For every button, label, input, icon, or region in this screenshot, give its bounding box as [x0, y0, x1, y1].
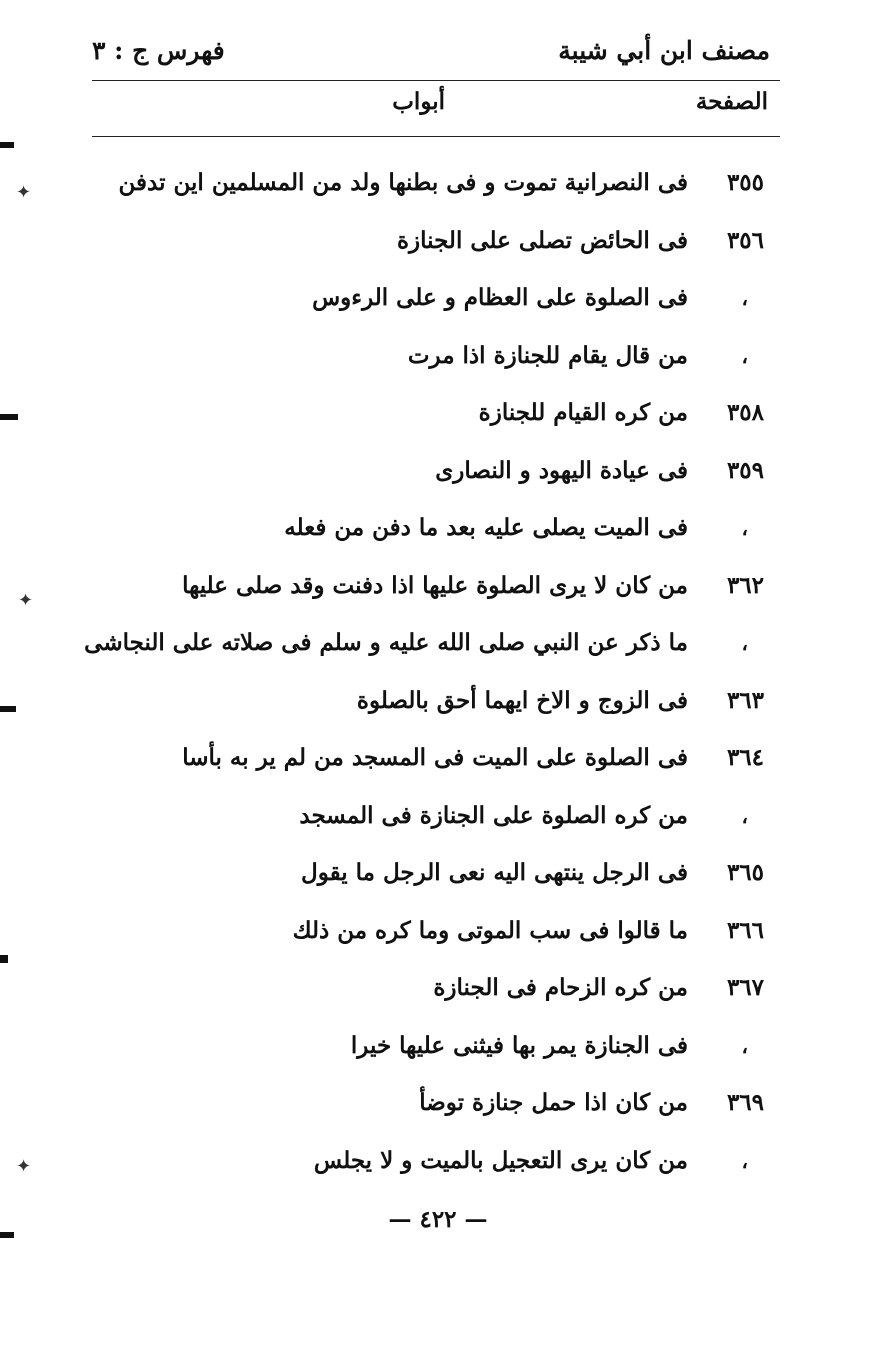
margin-mark [0, 955, 8, 963]
entry-page-number: ٣٥٩ [726, 456, 764, 484]
index-entry [92, 963, 770, 1021]
entry-title: ما قالوا فى سب الموتى وما كره من ذلك [292, 916, 688, 944]
entry-ditto-mark: ، [741, 516, 748, 540]
entry-title: من كره الصلوة على الجنازة فى المسجد [299, 801, 688, 829]
index-entry [92, 561, 770, 619]
entry-title: من كان لا يرى الصلوة عليها اذا دفنت وقد صلى عليها [182, 571, 688, 599]
page-column-header: الصفحة [695, 88, 768, 115]
entry-title: فى النصرانية تموت و فى بطنها ولد من المسلمين اين تدفن [118, 169, 688, 196]
entry-title: فى الجنازة يمر بها فيثنى عليها خيرا [350, 1031, 688, 1059]
entry-title: من كره القيام للجنازة [478, 399, 688, 426]
entry-ditto-mark: ، [741, 343, 748, 368]
index-entry [92, 1078, 770, 1136]
entry-page-number: ٣٦٤ [726, 744, 764, 771]
index-entry [92, 1136, 770, 1194]
index-entry [92, 1021, 770, 1079]
entry-page-number: ٣٥٦ [726, 226, 764, 254]
star-ornament-icon: ✦ [18, 590, 34, 611]
index-entry [92, 158, 770, 216]
entry-page-number: ٣٦٢ [726, 571, 764, 599]
entry-ditto-mark: ، [741, 1033, 748, 1058]
entry-title: فى الميت يصلى عليه بعد ما دفن من فعله [284, 514, 688, 541]
entry-title: ما ذكر عن النبي صلى الله عليه و سلم فى صلاته على النجاشى [84, 629, 688, 656]
column-headers [92, 86, 770, 126]
entry-title: فى الصلوة على العظام و على الرءوس [312, 284, 688, 311]
index-entry [84, 618, 770, 676]
index-entry [92, 848, 770, 906]
entry-title: من كان اذا حمل جنازة توضأ [419, 1089, 688, 1116]
entry-ditto-mark: ، [741, 286, 748, 310]
star-ornament-icon: ✦ [16, 1156, 32, 1177]
entry-title: فى الرجل ينتهى اليه نعى الرجل ما يقول [300, 859, 688, 886]
margin-mark [0, 414, 18, 420]
index-entry [92, 676, 770, 734]
entry-title: فى الصلوة على الميت فى المسجد من لم ير به بأسا [182, 744, 688, 771]
entry-title: فى عيادة اليهود و النصارى [435, 456, 688, 484]
entry-ditto-mark: ، [741, 803, 748, 828]
index-entry [92, 733, 770, 791]
chapters-column-header: أبواب [392, 88, 445, 115]
margin-mark [0, 706, 16, 712]
index-entry [92, 273, 770, 331]
margin-mark [0, 142, 14, 148]
entry-page-number: ٣٥٥ [726, 169, 764, 196]
entry-page-number: ٣٦٥ [726, 859, 764, 886]
running-header [92, 36, 770, 76]
index-entries [84, 158, 770, 1193]
index-entry [92, 388, 770, 446]
index-volume-label: فهرس ج : ٣ [92, 36, 225, 65]
footer-page-number: — ٤٢٢ — [388, 1206, 488, 1233]
entry-page-number: ٣٦٩ [726, 1089, 764, 1116]
entry-title: فى الحائض تصلى على الجنازة [396, 226, 688, 254]
entry-page-number: ٣٦٧ [726, 974, 764, 1001]
header-rule-bottom [92, 136, 780, 137]
index-entry [92, 446, 770, 504]
entry-title: من كره الزحام فى الجنازة [433, 974, 688, 1001]
book-title: مصنف ابن أبي شيبة [558, 36, 770, 65]
entry-ditto-mark: ، [741, 631, 748, 655]
entry-page-number: ٣٦٦ [726, 916, 764, 944]
star-ornament-icon: ✦ [16, 182, 32, 203]
index-entry [92, 216, 770, 274]
index-entry [92, 331, 770, 389]
entry-title: فى الزوج و الاخ ايهما أحق بالصلوة [356, 686, 688, 714]
entry-title: من قال يقام للجنازة اذا مرت [407, 341, 688, 369]
margin-mark [0, 1232, 14, 1238]
index-entry [92, 503, 770, 561]
index-entry [92, 906, 770, 964]
header-rule-top [92, 80, 780, 81]
entry-page-number: ٣٦٣ [726, 686, 764, 714]
index-entry [92, 791, 770, 849]
entry-ditto-mark: ، [741, 1148, 748, 1173]
entry-title: من كان يرى التعجيل بالميت و لا يجلس [313, 1146, 688, 1174]
entry-page-number: ٣٥٨ [726, 399, 764, 426]
